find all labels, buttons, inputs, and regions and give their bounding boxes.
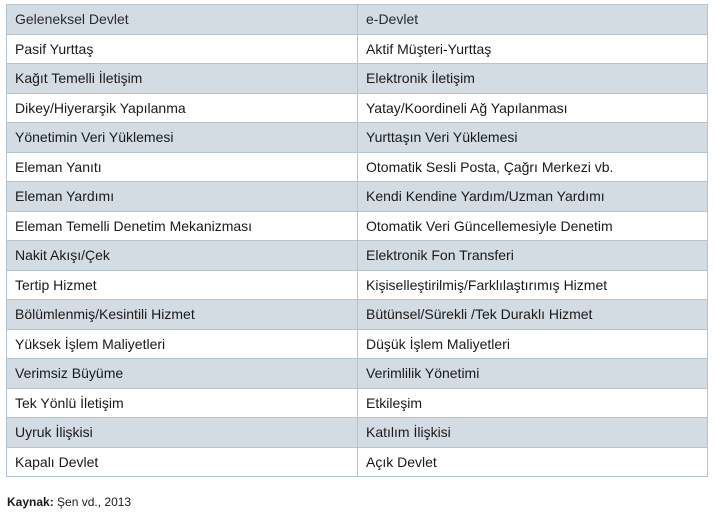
source-label: Kaynak: (7, 495, 54, 509)
cell-e-government: Verimlilik Yönetimi (358, 359, 708, 389)
cell-traditional: Eleman Yardımı (7, 182, 358, 212)
cell-traditional: Pasif Yurttaş (7, 34, 358, 64)
cell-traditional: Tertip Hizmet (7, 270, 358, 300)
source-note (7, 495, 131, 509)
cell-traditional: Eleman Temelli Denetim Mekanizması (7, 211, 358, 241)
cell-traditional: Yüksek İşlem Maliyetleri (7, 329, 358, 359)
table-row (7, 93, 708, 123)
cell-traditional: Verimsiz Büyüme (7, 359, 358, 389)
table-row (7, 241, 708, 271)
cell-e-government: Açık Devlet (358, 447, 708, 477)
table-row (7, 270, 708, 300)
cell-traditional: Kağıt Temelli İletişim (7, 64, 358, 94)
header-traditional-government: Geleneksel Devlet (7, 5, 358, 35)
cell-traditional: Bölümlenmiş/Kesintili Hizmet (7, 300, 358, 330)
cell-e-government: Katılım İlişkisi (358, 418, 708, 448)
table-row (7, 64, 708, 94)
cell-e-government: Bütünsel/Sürekli /Tek Duraklı Hizmet (358, 300, 708, 330)
table-row (7, 211, 708, 241)
table-row (7, 329, 708, 359)
table-row (7, 152, 708, 182)
cell-traditional: Tek Yönlü İletişim (7, 388, 358, 418)
table-row (7, 34, 708, 64)
table-row (7, 300, 708, 330)
table-row (7, 359, 708, 389)
cell-traditional: Eleman Yanıtı (7, 152, 358, 182)
cell-traditional: Uyruk İlişkisi (7, 418, 358, 448)
table-body (7, 34, 708, 477)
source-citation: Şen vd., 2013 (57, 495, 132, 509)
comparison-table (6, 4, 708, 477)
cell-e-government: Yurttaşın Veri Yüklemesi (358, 123, 708, 153)
cell-e-government: Yatay/Koordineli Ağ Yapılanması (358, 93, 708, 123)
cell-traditional: Nakit Akışı/Çek (7, 241, 358, 271)
table-header-row (7, 5, 708, 35)
cell-e-government: Aktif Müşteri-Yurttaş (358, 34, 708, 64)
table-row (7, 447, 708, 477)
cell-e-government: Kişiselleştirilmiş/Farklılaştırımış Hizmet (358, 270, 708, 300)
table-row (7, 418, 708, 448)
cell-e-government: Kendi Kendine Yardım/Uzman Yardımı (358, 182, 708, 212)
cell-traditional: Kapalı Devlet (7, 447, 358, 477)
comparison-table-container (6, 4, 707, 477)
cell-e-government: Otomatik Veri Güncellemesiyle Denetim (358, 211, 708, 241)
cell-e-government: Otomatik Sesli Posta, Çağrı Merkezi vb. (358, 152, 708, 182)
cell-e-government: Düşük İşlem Maliyetleri (358, 329, 708, 359)
header-e-government: e-Devlet (358, 5, 708, 35)
table-row (7, 123, 708, 153)
table-row (7, 388, 708, 418)
cell-e-government: Elektronik İletişim (358, 64, 708, 94)
table-row (7, 182, 708, 212)
cell-e-government: Etkileşim (358, 388, 708, 418)
cell-traditional: Dikey/Hiyerarşik Yapılanma (7, 93, 358, 123)
cell-traditional: Yönetimin Veri Yüklemesi (7, 123, 358, 153)
cell-e-government: Elektronik Fon Transferi (358, 241, 708, 271)
